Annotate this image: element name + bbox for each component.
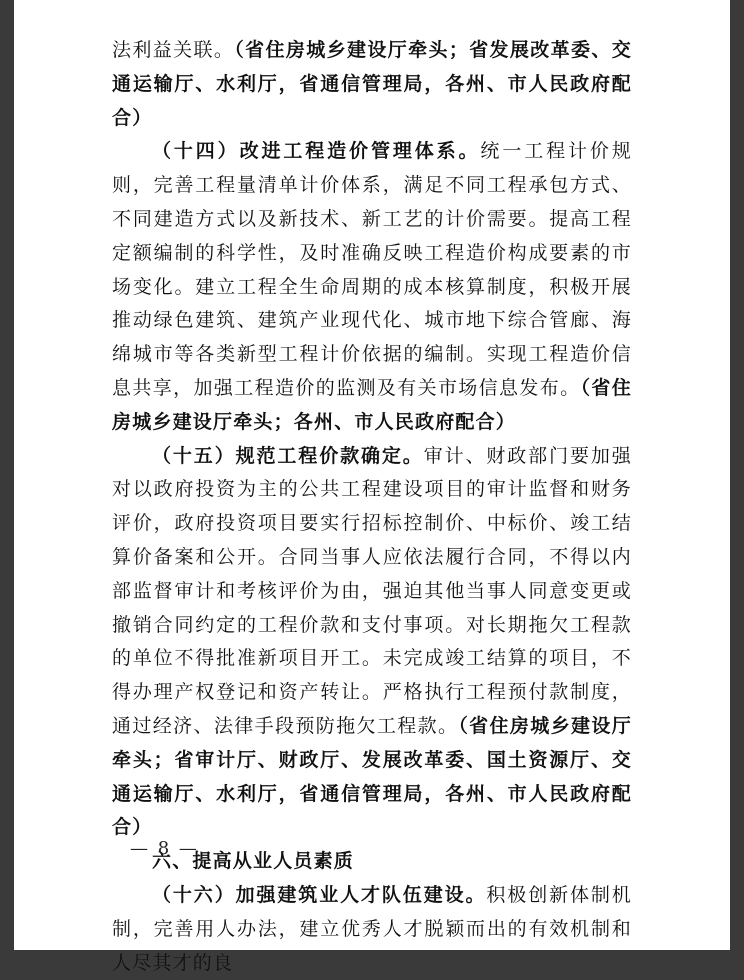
paragraph-text: 积极创新体制机制，完善用人办法，建立优秀人才脱颖而出的有效机制和人尽其才的良	[112, 883, 633, 974]
paragraph-text: 审计、财政部门要加强对以政府投资为主的公共工程建设项目的审计监督和财务评价，政府投资项目要实行招标控制价、中标价、竣工结算价备案和公开。合同当事人应依法履行合同，不得以内部监督审计和考核评价为由，强迫其他当事人同意变更或撤销合同约定的工程价款和支付事项。对长期拖欠工程款的单位不得批准新项目开工。未完成竣工结算的项目，不得办理产权登记和资产转让。严格执行工程预付款制度，通过经济、法律手段预防拖欠工程款。	[112, 444, 632, 737]
paragraph-continuation	[112, 34, 632, 135]
responsibility-note: （省住房城乡建设厅牵头；省审计厅、财政厅、发展改革委、国土资源厅、交通运输厅、水利厅，省通信管理局，各州、市人民政府配合）	[112, 714, 632, 839]
paragraph-text: 法利益关联。	[112, 39, 235, 61]
paragraph-14	[112, 135, 632, 439]
page-number: — 8 —	[130, 838, 199, 859]
paragraph-text: 统一工程计价规则，完善工程量清单计价体系，满足不同工程承包方式、不同建造方式以及新技术、新工艺的计价需要。提高工程定额编制的科学性，及时准确反映工程造价构成要素的市场变化。建立工程全生命周期的成本核算制度，积极开展推动绿色建筑、建筑产业现代化、城市地下综合管廊、海绵城市等各类新型工程计价依据的编制。实现工程造价信息共享，加强工程造价的监测及有关市场信息发布。	[112, 140, 632, 399]
responsibility-note: （省住房城乡建设厅牵头；省发展改革委、交通运输厅、水利厅，省通信管理局，各州、市人民政府配合）	[112, 39, 632, 129]
responsibility-note: （省住房城乡建设厅牵头；各州、市人民政府配合）	[112, 376, 632, 433]
paragraph-lead: （十六）加强建筑业人才队伍建设。	[152, 883, 487, 906]
document-page	[14, 0, 730, 974]
paragraph-16	[112, 879, 632, 980]
paragraph-lead: （十五）规范工程价款确定。	[152, 444, 424, 467]
paragraph-lead: （十四）改进工程造价管理体系。	[152, 140, 481, 163]
section-heading: 六、提高从业人员素质	[152, 850, 355, 873]
paragraph-15	[112, 440, 632, 846]
